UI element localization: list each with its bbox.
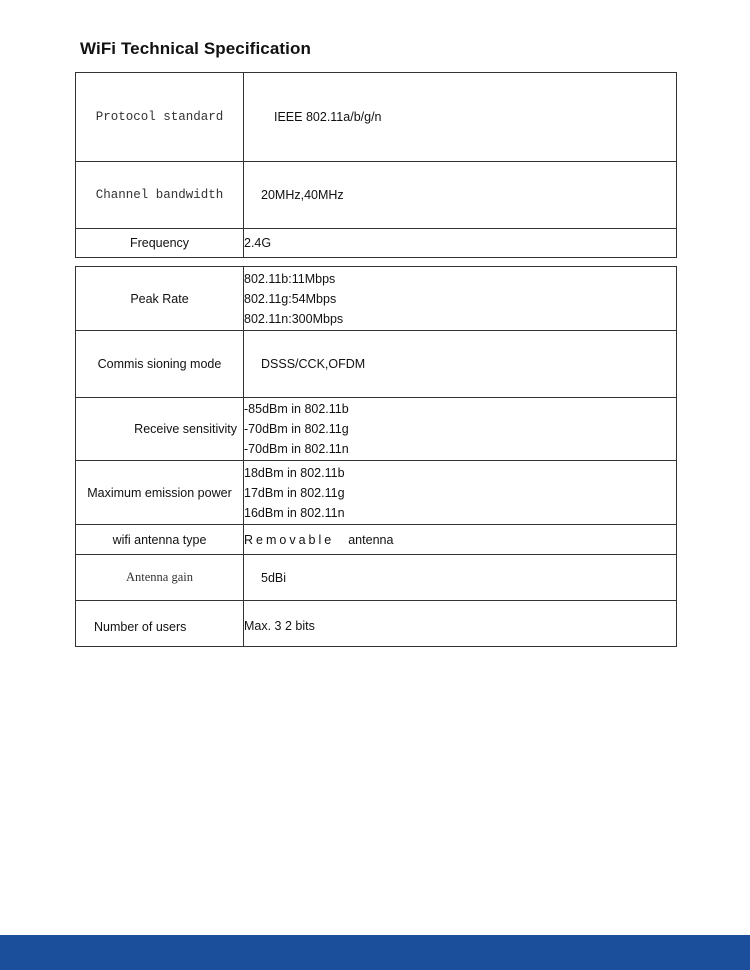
peak-rate-value bbox=[244, 267, 677, 331]
max-emission-power-label: Maximum emission power bbox=[76, 461, 244, 525]
number-of-users-label: Number of users bbox=[76, 601, 244, 647]
antenna-type-spaced: Removable bbox=[244, 532, 335, 547]
table-row bbox=[76, 73, 677, 162]
emission-power-line: 18dBm in 802.11b bbox=[244, 465, 345, 480]
page-title: WiFi Technical Specification bbox=[80, 39, 311, 58]
receive-sensitivity-line: -70dBm in 802.11n bbox=[244, 442, 349, 456]
antenna-gain-value: 5dBi bbox=[244, 555, 677, 601]
peak-rate-line: 802.11g:54Mbps bbox=[244, 291, 337, 306]
receive-sensitivity-line: -85dBm in 802.11b bbox=[244, 402, 349, 416]
antenna-type-value bbox=[244, 525, 677, 555]
number-of-users-value: Max. 3 2 bits bbox=[244, 601, 677, 647]
table-row bbox=[76, 601, 677, 647]
table-row bbox=[76, 162, 677, 229]
table-row bbox=[76, 555, 677, 601]
table-row bbox=[76, 331, 677, 398]
table-row bbox=[76, 267, 677, 331]
protocol-standard-value: IEEE 802.11a/b/g/n bbox=[244, 73, 677, 162]
commissioning-mode-value: DSSS/CCK,OFDM bbox=[244, 331, 677, 398]
max-emission-power-value bbox=[244, 461, 677, 525]
channel-bandwidth-value: 20MHz,40MHz bbox=[244, 162, 677, 229]
spec-table-basic bbox=[75, 72, 677, 258]
antenna-type-rest: antenna bbox=[348, 532, 394, 547]
protocol-standard-label: Protocol standard bbox=[76, 73, 244, 162]
channel-bandwidth-label: Channel bandwidth bbox=[76, 162, 244, 229]
frequency-label: Frequency bbox=[76, 229, 244, 258]
peak-rate-line: 802.11n:300Mbps bbox=[244, 311, 344, 326]
table-row bbox=[76, 229, 677, 258]
frequency-value: 2.4G bbox=[244, 229, 677, 258]
emission-power-line: 16dBm in 802.11n bbox=[244, 505, 345, 520]
table-row bbox=[76, 525, 677, 555]
antenna-gain-label: Antenna gain bbox=[76, 555, 244, 601]
footer-bar bbox=[0, 935, 750, 970]
peak-rate-label: Peak Rate bbox=[76, 267, 244, 331]
table-row bbox=[76, 461, 677, 525]
receive-sensitivity-label: Receive sensitivity bbox=[76, 398, 244, 461]
antenna-type-label: wifi antenna type bbox=[76, 525, 244, 555]
table-row bbox=[76, 398, 677, 461]
emission-power-line: 17dBm in 802.11g bbox=[244, 485, 345, 500]
receive-sensitivity-line: -70dBm in 802.11g bbox=[244, 422, 349, 436]
spec-table-performance bbox=[75, 266, 677, 647]
peak-rate-line: 802.11b:11Mbps bbox=[244, 271, 336, 286]
receive-sensitivity-value bbox=[244, 398, 677, 461]
commissioning-mode-label: Commis sioning mode bbox=[76, 331, 244, 398]
